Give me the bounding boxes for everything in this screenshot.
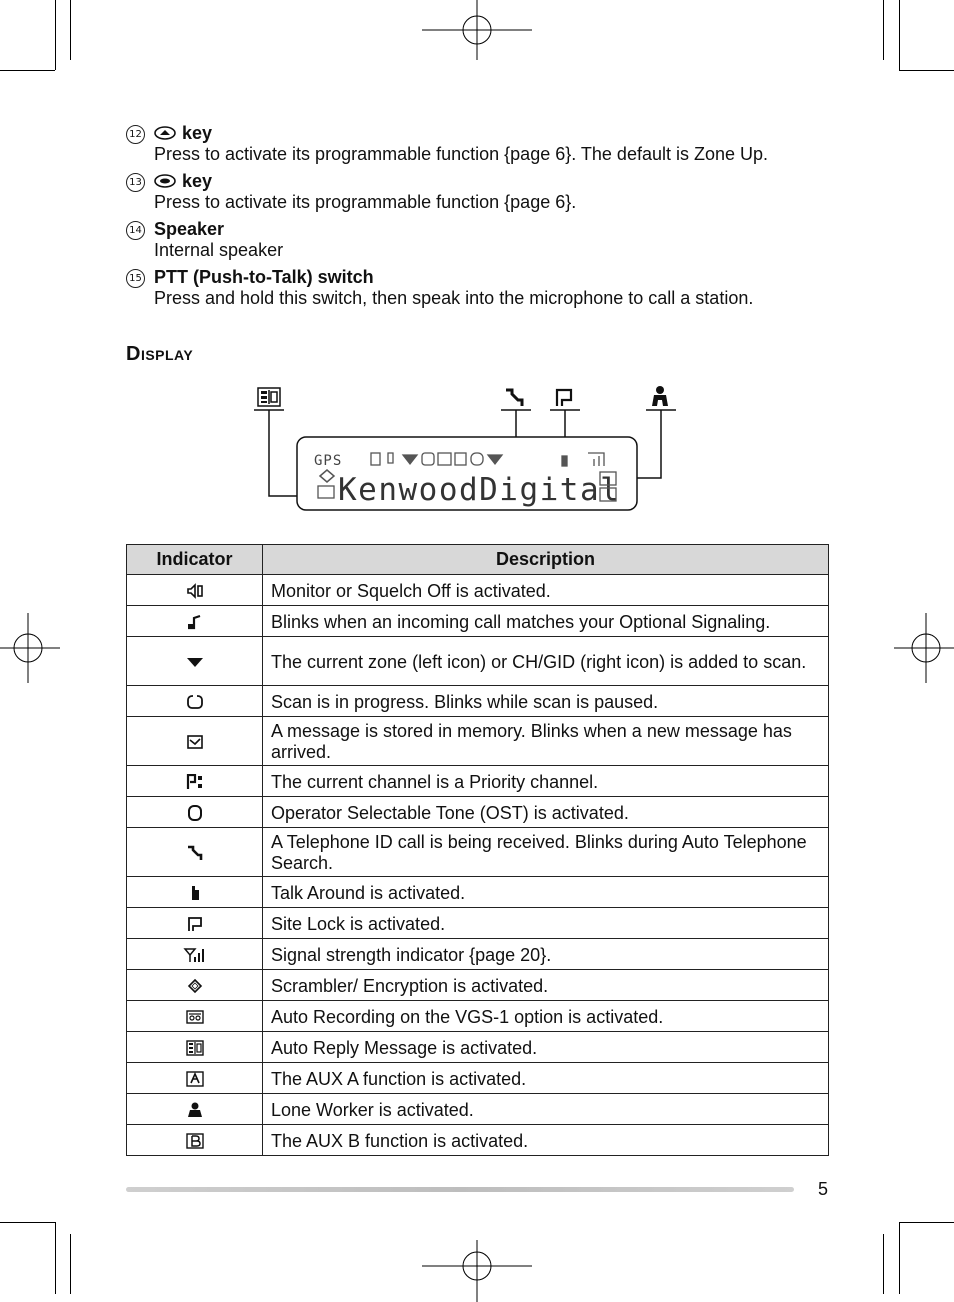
table-row (127, 766, 829, 797)
table-row (127, 797, 829, 828)
table-row (127, 575, 829, 606)
telephone-id-icon (506, 390, 522, 406)
page-number: 5 (818, 1179, 829, 1199)
item-description: Press and hold this switch, then speak into the microphone to call a station. (154, 288, 754, 308)
lcd-gps-text: GPS (314, 453, 343, 469)
signal-strength-icon (183, 944, 207, 964)
table-row (127, 1063, 829, 1094)
registration-mark-right (894, 613, 954, 683)
item-number: 12 (126, 125, 145, 144)
row-description: Talk Around is activated. (263, 877, 829, 908)
table-row (127, 908, 829, 939)
section-heading: Display (126, 343, 194, 365)
item-title: key (182, 171, 213, 191)
crop-mark (899, 70, 954, 71)
registration-mark-bottom (422, 1232, 532, 1302)
crop-mark (70, 0, 71, 60)
ost-icon (186, 802, 204, 822)
list-item (126, 218, 846, 261)
column-header-description: Description (263, 545, 829, 575)
item-title: PTT (Push-to-Talk) switch (154, 267, 374, 287)
auto-recording-icon (186, 1006, 204, 1026)
crop-mark (899, 0, 900, 70)
lone-worker-icon (186, 1099, 204, 1119)
row-description: Monitor or Squelch Off is activated. (263, 575, 829, 606)
row-description: A message is stored in memory. Blinks when a new message has arrived. (263, 717, 829, 766)
scan-icon (186, 691, 204, 711)
crop-mark (883, 1234, 884, 1294)
auto-reply-icon (258, 388, 280, 406)
scrambler-icon (186, 975, 204, 995)
lone-worker-icon (652, 386, 668, 406)
row-description: The current zone (left icon) or CH/GID (right icon) is added to scan. (263, 637, 829, 686)
row-description: Scan is in progress. Blinks while scan is paused. (263, 686, 829, 717)
row-description: Scrambler/ Encryption is activated. (263, 970, 829, 1001)
crop-mark (55, 0, 56, 70)
crop-mark (70, 1234, 71, 1294)
list-item (126, 122, 846, 165)
item-description: Press to activate its programmable function {page 6}. The default is Zone Up. (154, 144, 769, 164)
item-description: Press to activate its programmable function {page 6}. (154, 192, 577, 212)
crop-mark (0, 70, 55, 71)
monitor-icon (186, 580, 204, 600)
aux-a-icon (186, 1068, 204, 1088)
site-lock-icon (186, 913, 204, 933)
priority-icon (186, 771, 204, 791)
crop-mark (0, 1222, 55, 1223)
footer-rule (126, 1187, 794, 1192)
site-lock-icon (557, 390, 571, 406)
row-description: Auto Reply Message is activated. (263, 1032, 829, 1063)
row-description: Blinks when an incoming call matches your Optional Signaling. (263, 606, 829, 637)
zone-key-icon (154, 126, 176, 140)
row-description: Lone Worker is activated. (263, 1094, 829, 1125)
table-row (127, 637, 829, 686)
table-row (127, 1125, 829, 1156)
table-row (127, 1032, 829, 1063)
item-title: Speaker (154, 219, 225, 239)
oval-key-icon (154, 174, 176, 188)
auto-reply-icon (186, 1037, 204, 1057)
row-description: The current channel is a Priority channel. (263, 766, 829, 797)
row-description: The AUX B function is activated. (263, 1125, 829, 1156)
lcd-display-figure (250, 380, 680, 520)
row-description: Signal strength indicator {page 20}. (263, 939, 829, 970)
item-description: Internal speaker (154, 240, 284, 260)
table-row (127, 877, 829, 908)
item-number: 13 (126, 173, 145, 192)
key-description-list (126, 122, 846, 314)
list-item (126, 266, 846, 309)
talk-around-icon (186, 882, 204, 902)
table-row (127, 828, 829, 877)
crop-mark (899, 1222, 900, 1294)
registration-mark-top (422, 0, 532, 70)
aux-b-icon (186, 1130, 204, 1150)
table-row (127, 686, 829, 717)
item-number: 15 (126, 269, 145, 288)
row-description: Site Lock is activated. (263, 908, 829, 939)
indicator-table (126, 544, 829, 1156)
row-description: The AUX A function is activated. (263, 1063, 829, 1094)
crop-mark (883, 0, 884, 60)
item-title: key (182, 123, 213, 143)
item-number: 14 (126, 221, 145, 240)
table-row (127, 606, 829, 637)
optional-signaling-icon (186, 611, 204, 631)
table-row (127, 717, 829, 766)
crop-mark (899, 1222, 954, 1223)
column-header-indicator: Indicator (127, 545, 263, 575)
table-row (127, 939, 829, 970)
list-item (126, 170, 846, 213)
row-description: A Telephone ID call is being received. Blinks during Auto Telephone Search. (263, 828, 829, 877)
telephone-id-icon (186, 842, 204, 862)
table-row (127, 1094, 829, 1125)
message-icon (186, 731, 204, 751)
scan-add-icon (186, 651, 204, 671)
table-row (127, 1001, 829, 1032)
row-description: Auto Recording on the VGS-1 option is activated. (263, 1001, 829, 1032)
crop-mark (55, 1222, 56, 1294)
lcd-main-text: KenwoodDigital (338, 472, 621, 508)
row-description: Operator Selectable Tone (OST) is activated. (263, 797, 829, 828)
table-row (127, 970, 829, 1001)
registration-mark-left (0, 613, 60, 683)
